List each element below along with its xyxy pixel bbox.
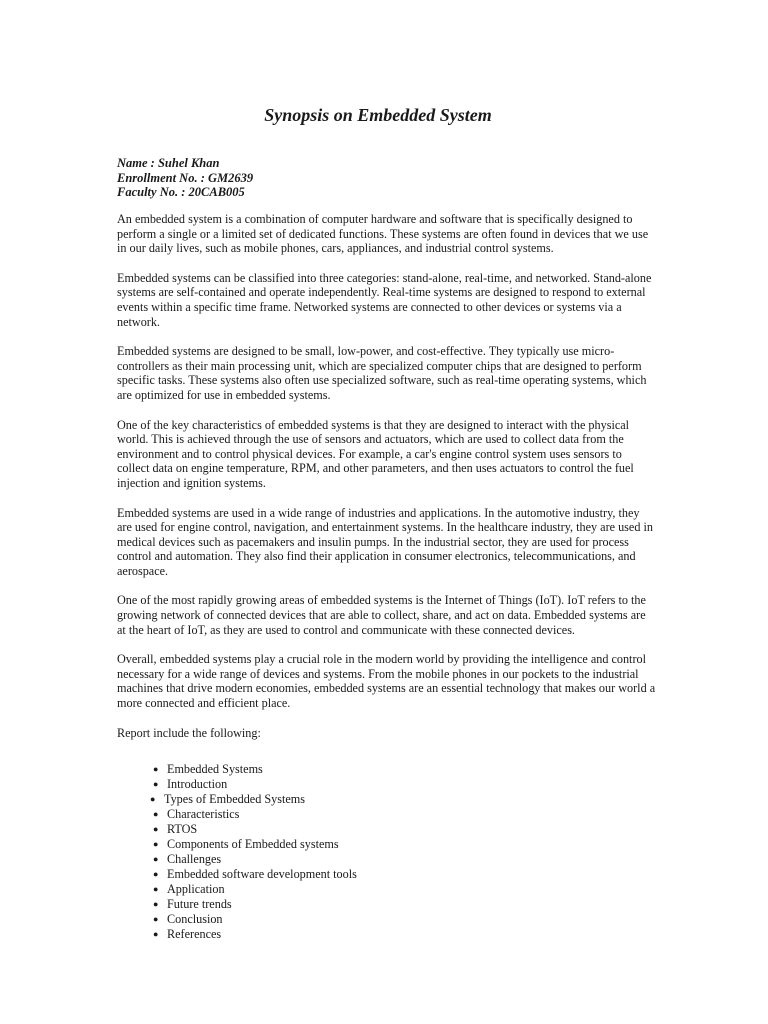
bullet-icon: ● [153, 824, 159, 835]
bullet-icon: ● [153, 839, 159, 850]
list-item [153, 807, 657, 822]
author-details [117, 156, 657, 200]
paragraph-definition: An embedded system is a combination of computer hardware and software that is specifically designed to perform a single or a limited set of dedicated functions. These systems are often found in devices that we use in our daily lives, such as mobile phones, cars, appliances, and industrial control systems. [117, 212, 649, 256]
faculty-number: Faculty No. : 20CAB005 [117, 185, 245, 199]
bullet-icon: ● [150, 794, 156, 805]
bullet-icon: ● [153, 779, 159, 790]
bullet-icon: ● [153, 809, 159, 820]
list-item-text: Application [167, 882, 225, 897]
list-item-text: Components of Embedded systems [167, 837, 339, 852]
report-contents-list [117, 762, 657, 942]
paragraph-characteristics: One of the key characteristics of embedded systems is that they are designed to interact with the physical world. This is achieved through the use of sensors and actuators, which are used to collect data from the environment and to control physical devices. For example, a car's engine control system uses sensors to collect data on engine temperature, RPM, and other parameters, and then uses actuators to control the fuel injection and ignition systems. [117, 417, 634, 490]
list-item [153, 822, 657, 837]
bullet-icon: ● [153, 854, 159, 865]
author-name: Name : Suhel Khan [117, 156, 220, 170]
list-item [153, 927, 657, 942]
list-item-text: Introduction [167, 777, 228, 792]
paragraph-applications: Embedded systems are used in a wide range of industries and applications. In the automotive industry, they are used for engine control, navigation, and entertainment systems. In the healthcare industry, they are used in medical devices such as pacemakers and insulin pumps. In the industrial sector, they are used for process control and automation. They also find their application in consumer electronics, telecommunications, and aerospace. [117, 505, 653, 578]
list-item [153, 837, 657, 852]
document-title: Synopsis on Embedded System [264, 105, 492, 125]
bullet-icon: ● [153, 914, 159, 925]
list-intro: Report include the following: [117, 725, 261, 740]
list-item-text: Types of Embedded Systems [164, 792, 305, 807]
list-item-text: Conclusion [167, 912, 223, 927]
bullet-icon: ● [153, 764, 159, 775]
document-body [117, 212, 657, 942]
list-item-text: Future trends [167, 897, 232, 912]
list-item-text: RTOS [167, 822, 198, 837]
bullet-icon: ● [153, 869, 159, 880]
list-item [150, 792, 657, 807]
list-item [153, 912, 657, 927]
list-item [153, 852, 657, 867]
list-item-text: Embedded software development tools [167, 867, 357, 882]
list-item-text: References [167, 927, 222, 942]
list-item [153, 867, 657, 882]
list-item [153, 897, 657, 912]
bullet-icon: ● [153, 929, 159, 940]
bullet-icon: ● [153, 884, 159, 895]
bullet-icon: ● [153, 899, 159, 910]
list-item [153, 762, 657, 777]
paragraph-design: Embedded systems are designed to be small, low-power, and cost-effective. They typically use micro-controllers as their main processing unit, which are specialized computer chips that are designed to perform specific tasks. These systems also often use specialized software, such as real-time operating systems, which are optimized for use in embedded systems. [117, 344, 647, 402]
list-item [153, 777, 657, 792]
list-item [153, 882, 657, 897]
list-item-text: Characteristics [167, 807, 240, 822]
paragraph-iot: One of the most rapidly growing areas of embedded systems is the Internet of Things (IoT). IoT refers to the growing network of connected devices that are able to collect, share, and act on data. Embedded systems are at the heart of IoT, as they are used to control and communicate with these connected devices. [117, 593, 646, 637]
paragraph-classification: Embedded systems can be classified into three categories: stand-alone, real-time, and networked. Stand-alone systems are self-contained and operate independently. Real-time systems are designed to respond to external events within a specific time frame. Networked systems are connected to other devices or systems via a network. [117, 270, 652, 329]
enrollment-number: Enrollment No. : GM2639 [117, 170, 254, 185]
list-item-text: Embedded Systems [167, 762, 263, 777]
paragraph-overall: Overall, embedded systems play a crucial role in the modern world by providing the intelligence and control necessary for a wide range of devices and systems. From the mobile phones in our pockets to the industrial machines that drive modern economies, embedded systems are an essential technology that makes our world a more connected and efficient place. [117, 652, 656, 711]
list-item-text: Challenges [167, 852, 222, 867]
